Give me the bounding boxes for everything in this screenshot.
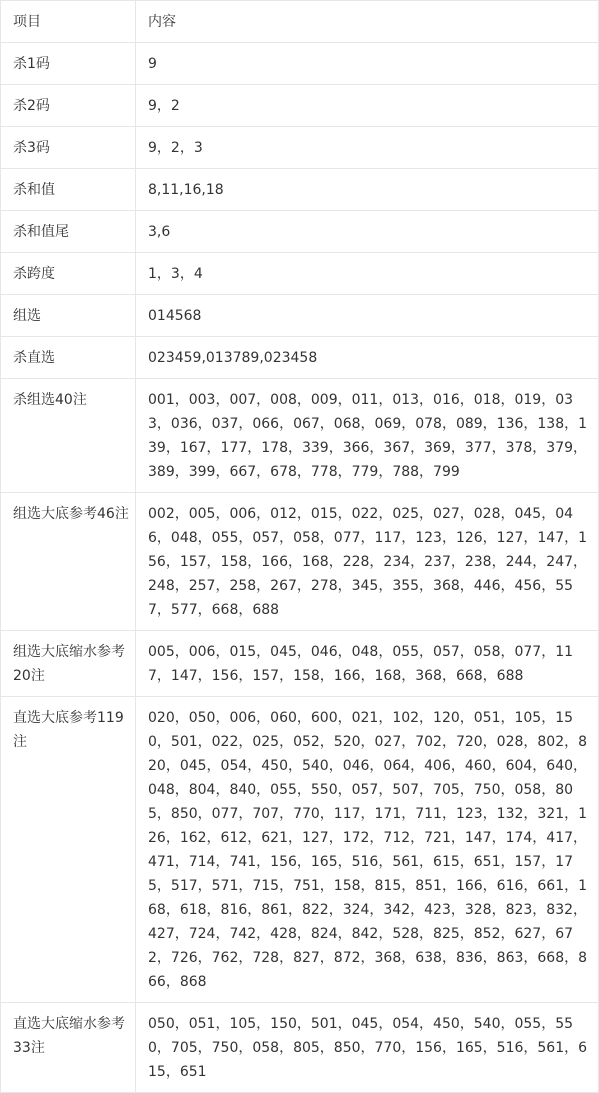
row-label: 杀组选40注 — [1, 379, 136, 493]
row-value: 002，005，006，012，015，022，025，027，028，045，046，048，055，057，058，077，117，123，126，127，147，156，157，158，166，168，228，234，237，238，244，247，248，257，258，267，278，345，355，368，446，456，557，577，668，688 — [136, 493, 599, 631]
row-value: 8,11,16,18 — [136, 169, 599, 211]
row-value: 3,6 — [136, 211, 599, 253]
table-row — [1, 631, 599, 697]
row-label: 组选大底缩水参考20注 — [1, 631, 136, 697]
row-value: 9 — [136, 43, 599, 85]
row-value: 9，2 — [136, 85, 599, 127]
table-row — [1, 1, 599, 43]
table-row — [1, 211, 599, 253]
row-value: 014568 — [136, 295, 599, 337]
table-row — [1, 697, 599, 1003]
row-label: 直选大底参考119注 — [1, 697, 136, 1003]
row-label: 杀和值 — [1, 169, 136, 211]
row-label: 杀2码 — [1, 85, 136, 127]
row-label: 直选大底缩水参考33注 — [1, 1003, 136, 1093]
row-value: 050，051，105，150，501，045，054，450，540，055，550，705，750，058，805，850，770，156，165，516，561，615，651 — [136, 1003, 599, 1093]
table-row — [1, 337, 599, 379]
table-row — [1, 493, 599, 631]
row-value: 内容 — [136, 1, 599, 43]
row-value: 001，003，007，008，009，011，013，016，018，019，033，036，037，066，067，068，069，078，089，136，138，139，167，177，178，339，366，367，369，377，378，379，389，399，667，678，778，779，788，799 — [136, 379, 599, 493]
table-row — [1, 1003, 599, 1093]
row-label: 杀跨度 — [1, 253, 136, 295]
row-value: 005，006，015，045，046，048，055，057，058，077，117，147，156，157，158，166，168，368，668，688 — [136, 631, 599, 697]
table-row — [1, 169, 599, 211]
row-value: 020，050，006，060，600，021，102，120，051，105，150，501，022，025，052，520，027，702，720，028，802，820，045，054，450，540，046，064，406，460，604，640，048，804，840，055，550，057，507，705，750，058，805，850，077，707，770，117，171，711，123，132，321，126，162，612，621，127，172，712，721，147，174，417，471，714，741，156，165，516，561，615，651，157，175，517，571，715，751，158，815，851，166，616，661，168，618，816，861，822，324，342，423，328，823，832，427，724，742，428，824，842，528，825，852，627，672，726，762，728，827，872，368，638，836，863，668，866，868 — [136, 697, 599, 1003]
row-label: 杀1码 — [1, 43, 136, 85]
table-row — [1, 85, 599, 127]
row-label: 杀直选 — [1, 337, 136, 379]
table-row — [1, 253, 599, 295]
row-label: 杀3码 — [1, 127, 136, 169]
table-row — [1, 43, 599, 85]
row-value: 9，2，3 — [136, 127, 599, 169]
table-row — [1, 379, 599, 493]
row-label: 组选大底参考46注 — [1, 493, 136, 631]
row-label: 组选 — [1, 295, 136, 337]
table-row — [1, 295, 599, 337]
row-label: 项目 — [1, 1, 136, 43]
row-label: 杀和值尾 — [1, 211, 136, 253]
row-value: 1，3，4 — [136, 253, 599, 295]
table-row — [1, 127, 599, 169]
row-value: 023459,013789,023458 — [136, 337, 599, 379]
